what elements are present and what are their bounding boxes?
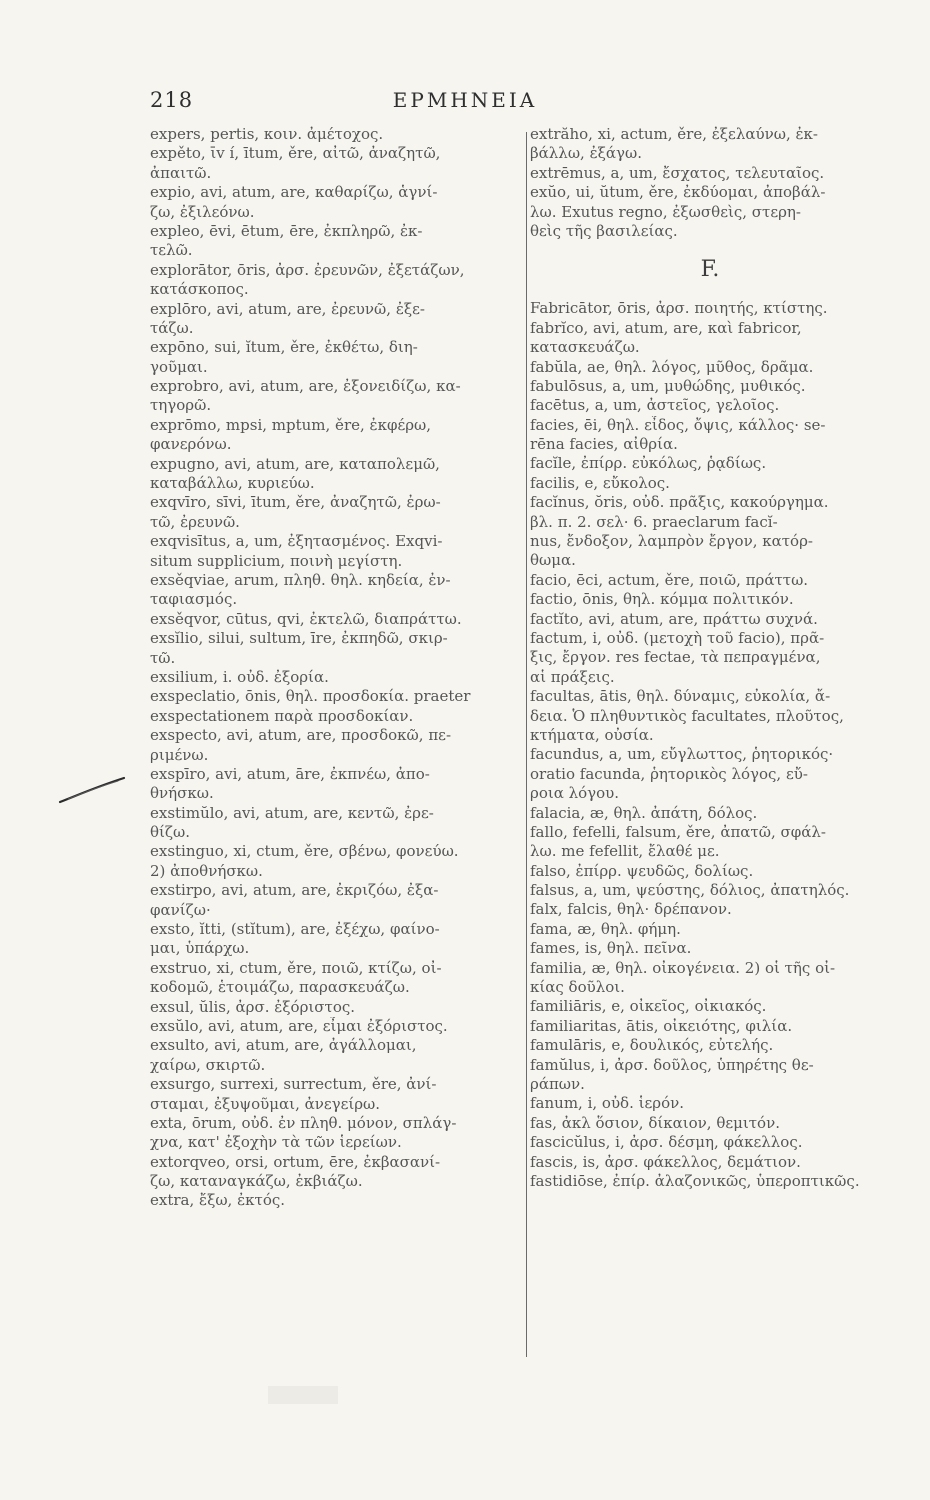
entry-line: familiāris, e, οἰκεῖος, οἰκιακός. [530,997,767,1016]
entry-line: expers, pertis, κοιν. ἀμέτοχος. [150,125,384,143]
entry-line: fames, is, θηλ. πεῖνα. [530,939,692,958]
entry-line: κοδομῶ, ἑτοιμάζω, παρασκευάζω. [150,978,410,997]
entry-line: expěto, ῑv í, ītum, ěre, αἰτῶ, ἀναζητῶ, [150,144,441,163]
entry-line: fabrĭco, avi, atum, are, καὶ fabricor, [530,318,802,337]
right-top-entries [530,125,890,241]
entry-line: exstirpo, avi, atum, are, ἐκριζόω, ἐξα- [150,881,439,900]
entry-line: λω. Exutus regno, ἐξωσθεὶς, στερη- [530,202,801,221]
entry-line: ζω, ἐξιλεόνω. [150,202,255,221]
entry-line: ροια λόγου. [530,784,620,803]
left-column [150,125,522,1211]
entry-line: factio, ōnis, θηλ. κόμμα πολιτικόν. [530,590,794,609]
entry-line: exprōmo, mpsi, mptum, ěre, ἐκφέρω, [150,415,432,434]
entry-line: exsulto, avi, atum, are, ἀγάλλομαι, [150,1036,417,1055]
entry-line: ζω, καταναγκάζω, ἐκβιάζω. [150,1172,363,1191]
entry-line: facultas, ātis, θηλ. δύναμις, εὐκολία, ἄ- [530,687,831,706]
entry-line: facundus, a, um, εὔγλωττος, ῥητορικός· [530,745,834,764]
entry-line: καταβάλλω, κυριεύω. [150,474,315,493]
entry-line: fastidiōse, ἐπίρ. ἀλαζονικῶς, ὑπεροπτικῶς. [530,1171,860,1190]
entry-line: facilis, e, εὔκολος. [530,473,670,492]
entry-line: χαίρω, σκιρτῶ. [150,1055,266,1074]
column-rule [526,132,527,1357]
entry-line: facies, ēi, θηλ. εἶδος, ὄψις, κάλλος· se- [530,415,826,434]
entry-line: 2) ἀποθνήσκω. [150,861,263,880]
right-column [530,125,890,1191]
entry-line: rēna facies, αἰθρία. [530,435,678,454]
running-head: ΕΡΜΗΝΕΙΑ [392,88,538,112]
entry-line: φανίζω· [150,900,211,919]
entry-line: factum, i, οὐδ. (μετοχὴ τοῦ facio), πρᾶ- [530,628,825,647]
entry-line: explōro, avi, atum, are, ἐρευνῶ, ἐξε- [150,299,425,318]
entry-line: exta, ōrum, οὐδ. ἐν πληθ. μόνον, σπλάγ- [150,1113,457,1132]
entry-line: exstinguo, xi, ctum, ěre, σβένω, φονεύω. [150,842,459,861]
entry-line: falacia, æ, θηλ. ἀπάτη, δόλος. [530,803,758,822]
entry-line: expōno, sui, ĭtum, ěre, ἐκθέτω, διη- [150,338,418,357]
entry-line: δεια. Ὁ πληθυντικὸς facultates, πλοῦτος, [530,706,844,725]
entry-line: βλ. π. 2. σελ· 6. praeclarum facĭ- [530,512,778,531]
section-letter: F. [700,257,720,283]
entry-line: fallo, fefelli, falsum, ěre, ἀπατῶ, σφάλ- [530,822,826,841]
entry-line: γοῦμαι. [150,357,208,376]
entry-line: κατασκευάζω. [530,338,640,357]
entry-line: famulāris, e, δουλικός, εὐτελής. [530,1036,774,1055]
entry-line: exsilium, i. οὐδ. ἐξορία. [150,667,329,686]
entry-line: ριμένω. [150,745,209,764]
entry-line: τῶ, ἐρευνῶ. [150,512,240,531]
entry-line: exspecto, avi, atum, are, προσδοκῶ, πε- [150,726,452,745]
entry-line: μαι, ὑπάρχω. [150,939,250,958]
entry-line: exspīro, avi, atum, āre, ἐκπνέω, ἀπο- [150,764,430,783]
entry-line: facio, ēci, actum, ěre, ποιῶ, πράττω. [530,570,809,589]
entry-line: fascicŭlus, i, ἀρσ. δέσμη, φάκελλος. [530,1133,803,1152]
entry-line: exsul, ŭlis, ἀρσ. ἐξόριστος. [150,997,356,1016]
entry-line: extrēmus, a, um, ἔσχατος, τελευταῖος. [530,163,825,182]
entry-line: nus, ἔνδοξον, λαμπρὸν ἔργον, κατόρ- [530,532,813,551]
entry-line: θεὶς τῆς βασιλείας. [530,221,678,240]
entry-line: extorqveo, orsi, ortum, ēre, ἐκβασανί- [150,1152,441,1171]
entry-line: exqvīro, sīvi, ītum, ěre, ἀναζητῶ, ἐρω- [150,493,441,512]
entry-line: extra, ἔξω, ἐκτός. [150,1191,286,1210]
entry-line: κατάσκοπος. [150,280,249,299]
entry-line: τελῶ. [150,241,193,260]
entry-line: oratio facunda, ῥητορικὸς λόγος, εὔ- [530,764,808,783]
entry-line: falsus, a, um, ψεύστης, δόλιος, ἀπατηλός. [530,881,850,900]
entry-line: Fabricātor, ōris, ἀρσ. ποιητής, κτίστης. [530,299,828,318]
faint-smudge [268,1386,338,1404]
entry-line: fascis, is, ἀρσ. φάκελλος, δεμάτιον. [530,1152,801,1171]
entry-line: κίας δοῦλοι. [530,978,625,997]
entry-line: φανερόνω. [150,435,232,454]
entry-line: exsĭlio, silui, sultum, īre, ἐκπηδῶ, σκιρ- [150,629,448,648]
entry-line: ξις, ἔργον. res fectae, τὰ πεπραγμένα, [530,648,821,667]
entry-line: βάλλω, ἐξάγω. [530,144,642,163]
entry-line: κτήματα, οὐσία. [530,725,654,744]
entry-line: extrăho, xi, actum, ěre, ἐξελαύνω, ἐκ- [530,125,818,143]
entry-line: exsurgo, surrexi, surrectum, ěre, ἀνί- [150,1075,437,1094]
entry-line: exspectationem παρὰ προσδοκίαν. [150,706,414,725]
entry-line: situm supplicium, ποινὴ μεγίστη. [150,551,403,570]
entry-line: fabŭla, ae, θηλ. λόγος, μῦθος, δρᾶμα. [530,357,814,376]
entry-line: ἀπαιτῶ. [150,163,212,182]
entry-line: exprobro, avi, atum, are, ἐξονειδίζω, κα- [150,377,461,396]
entry-line: familia, æ, θηλ. οἰκογένεια. 2) οἱ τῆς οἰ- [530,958,836,977]
entry-line: expleo, ēvi, ētum, ēre, ἐκπληρῶ, ἐκ- [150,221,423,240]
entry-line: exsŭlo, avi, atum, are, εἶμαι ἐξόριστος. [150,1016,448,1035]
entry-line: exsěqviae, arum, πληθ. θηλ. κηδεία, ἐν- [150,570,451,589]
entry-line: exsto, ĭtti, (stĭtum), are, ἐξέχω, φαίνο- [150,920,440,939]
entry-line: falx, falcis, θηλ· δρέπανον. [530,900,732,919]
entry-line: facĭle, ἐπίρρ. εὐκόλως, ῥᾳδίως. [530,454,767,473]
entry-line: exstruo, xi, ctum, ěre, ποιῶ, κτίζω, οἰ- [150,958,442,977]
entry-line: factĭto, avi, atum, are, πράττω συχνά. [530,609,818,628]
page-number: 218 [150,88,194,112]
entry-line: falso, ἐπίρρ. ψευδῶς, δολίως. [530,861,754,880]
entry-line: τάζω. [150,318,194,337]
entry-line: σταμαι, ἐξυψοῦμαι, ἀνεγείρω. [150,1094,381,1113]
entry-line: facĭnus, ŏris, οὐδ. πρᾶξις, κακούργημα. [530,493,829,512]
entry-line: familiaritas, ātis, οἰκειότης, φιλία. [530,1016,793,1035]
entry-line: ταφιασμός. [150,590,238,609]
entry-line: αἱ πράξεις. [530,667,615,686]
entry-line: χνα, κατ' ἐξοχὴν τὰ τῶν ἱερείων. [150,1133,402,1152]
right-bottom-entries [530,299,890,1191]
entry-line: expugno, avi, atum, are, καταπολεμῶ, [150,454,440,473]
entry-line: expio, avi, atum, are, καθαρίζω, ἁγνί- [150,183,438,202]
entry-line: fabulōsus, a, um, μυθώδης, μυθικός. [530,376,806,395]
entry-line: τηγορῶ. [150,396,212,415]
entry-line: θίζω. [150,823,191,842]
entry-line: exstimŭlo, avi, atum, are, κεντῶ, ἐρε- [150,803,434,822]
entry-line: fama, æ, θηλ. φήμη. [530,919,681,938]
entry-line: exqvisītus, a, um, ἐξητασμένος. Exqvi- [150,532,443,551]
entry-line: exŭo, ui, ŭtum, ěre, ἐκδύομαι, ἀποβάλ- [530,183,826,202]
entry-line: λω. me fefellit, ἔλαθέ με. [530,842,720,861]
entry-line: exsěqvor, cūtus, qvi, ἐκτελῶ, διαπράττω. [150,609,462,628]
entry-line: fas, ἀκλ ὅσιον, δίκαιον, θεμιτόν. [530,1113,780,1132]
entry-line: θωμα. [530,551,576,570]
entry-line: ράπων. [530,1074,585,1093]
entry-line: exspeclatio, ōnis, θηλ. προσδοκία. praeter [150,687,471,706]
pen-stroke-mark [58,775,128,805]
entry-line: τῶ. [150,648,176,667]
entry-line: facētus, a, um, ἀστεῖος, γελοῖος. [530,396,780,415]
entry-line: famŭlus, i, ἀρσ. δοῦλος, ὑπηρέτης θε- [530,1055,814,1074]
entry-line: explorātor, ōris, ἀρσ. ἐρευνῶν, ἐξετάζων, [150,260,465,279]
entry-line: θνήσκω. [150,784,214,803]
entry-line: fanum, i, οὐδ. ἱερόν. [530,1094,685,1113]
